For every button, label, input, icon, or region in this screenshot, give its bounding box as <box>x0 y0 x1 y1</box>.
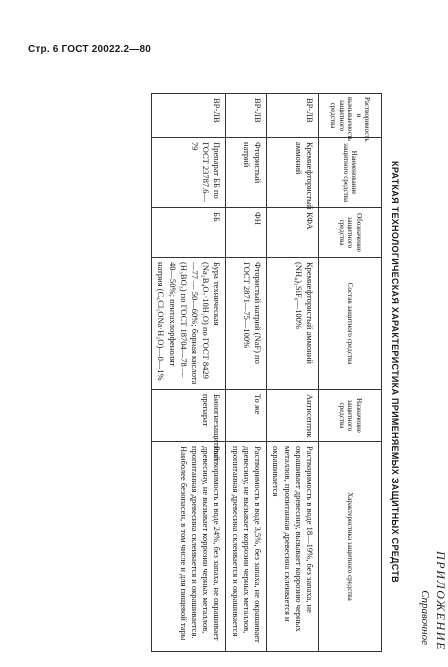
cell-description: Растворимость в воде 18—19%, без запаха, не окрашивает древесину, вызывает коррозию черных металлов, пропитанная древесина склеивается и окрашивается <box>267 442 319 652</box>
appendix-block <box>419 87 448 651</box>
cell-code: ББ <box>152 208 226 258</box>
column-header-name: Наименование защитного средства <box>319 138 382 208</box>
table-header-row <box>319 94 382 652</box>
column-header-code: Обозначение защитного средства <box>319 208 382 258</box>
column-header-purpose: Назначение защитного средства <box>319 390 382 442</box>
page-header: Стр. 6 ГОСТ 20022.2—80 <box>28 44 151 55</box>
cell-composition: Кремнефтористый аммоний (NH₄)₂SiF₆—100% <box>267 258 319 390</box>
cell-solubility: ВР-ЛВ <box>226 94 267 138</box>
appendix-label: ПРИЛОЖЕНИЕ <box>434 551 448 651</box>
cell-name: Фтористый натрий <box>226 138 267 208</box>
cell-solubility: ВР-ЛВ <box>152 94 226 138</box>
protective-agents-table <box>151 93 382 652</box>
cell-composition: Фтористый натрий (NaF) по ГОСТ 2871—75—100% <box>226 258 267 390</box>
appendix-note: Справочное <box>419 590 431 645</box>
cell-name: Препарат ББ по ГОСТ 23787.6—79 <box>152 138 226 208</box>
cell-solubility: ВР-ЛВ <box>267 94 319 138</box>
cell-composition: Бура техническая (Na₂B₄O₇·10H₂O) по ГОСТ 8429—77 — 50—60%; борная кислота (H₃BO₃) по ГОСТ 18704—78 — 40—50%; пентахлорфенолят натрия (C₆Cl₅ONa·H₂O)—0—1% <box>152 258 226 390</box>
cell-purpose: То же <box>226 390 267 442</box>
table-row <box>267 94 319 652</box>
table-row <box>152 94 226 652</box>
rotated-content <box>110 87 448 657</box>
column-header-description: Характеристика защитного средства <box>319 442 382 652</box>
table-row <box>226 94 267 652</box>
cell-purpose: Антисептик <box>267 390 319 442</box>
table-title: КРАТКАЯ ТЕХНОЛОГИЧЕСКАЯ ХАРАКТЕРИСТИКА ПРИМЕНЯЕМЫХ ЗАЩИТНЫХ СРЕДСТВ <box>390 161 400 583</box>
column-header-composition: Состав защитного средства <box>319 258 382 390</box>
cell-description: Растворимость в воде 3,5%, без запаха, не окрашивает древесину, не вызывает коррозии черных металлов, пропитанная древесина склеивается и окрашивается <box>226 442 267 652</box>
cell-code: КФА <box>267 208 319 258</box>
cell-code: ФН <box>226 208 267 258</box>
column-header-solubility: Растворимость и вымываемость защитного средства <box>319 94 382 138</box>
cell-name: Кремнефтористый аммоний <box>267 138 319 208</box>
cell-description: Растворимость в воде 24%, без запаха, не окрашивает древесину, не вызывает коррозии черных металлов, пропитанная древесина склеивается и окрашивается. Наиболее безопасен, в том числе и для пищевой тары <box>152 442 226 652</box>
cell-purpose: Биоогнезащитный препарат <box>152 390 226 442</box>
